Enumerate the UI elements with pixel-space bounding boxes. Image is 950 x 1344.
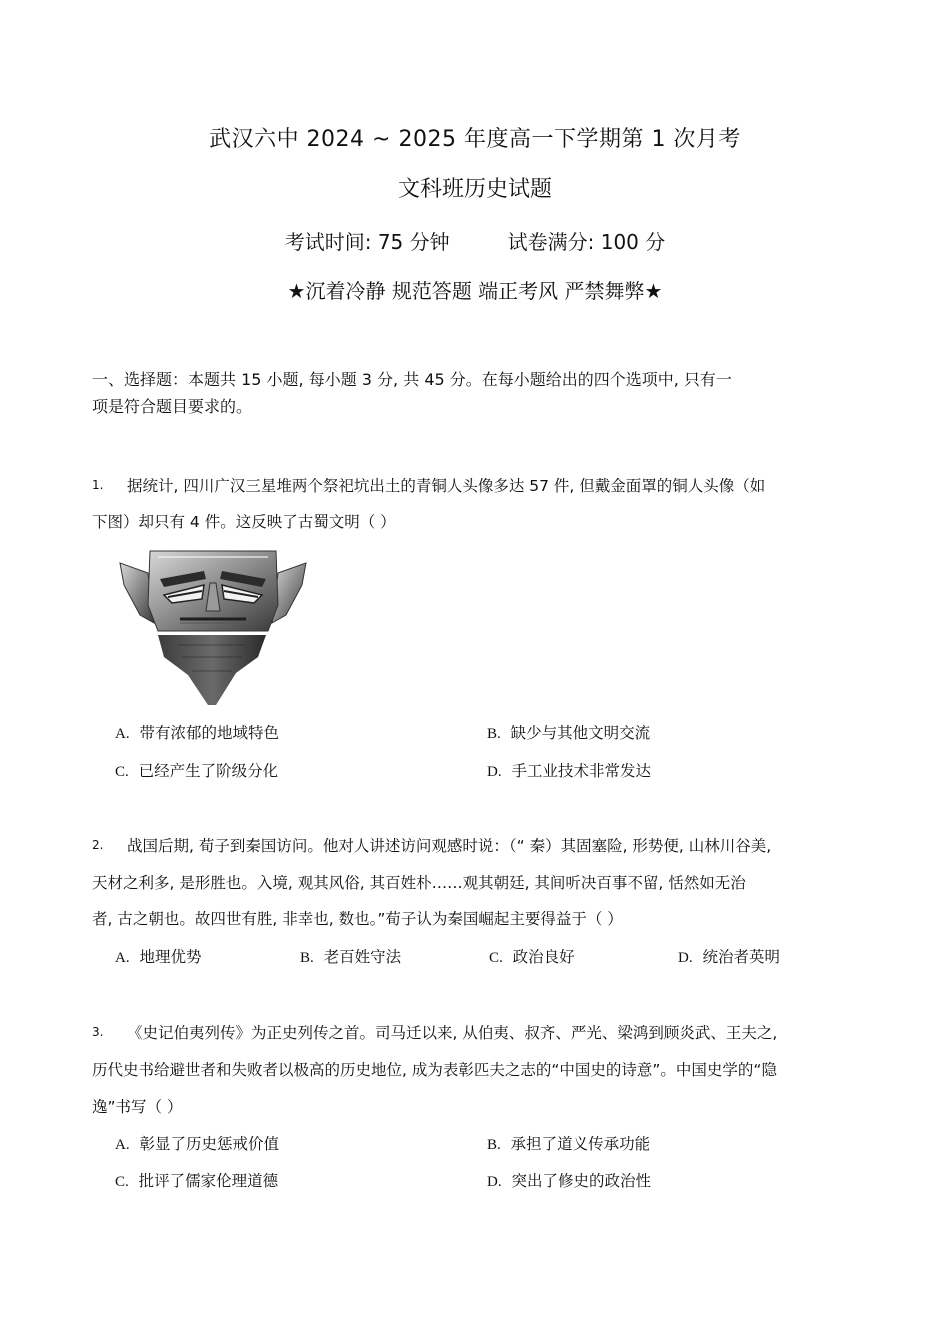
option-text: 地理优势 — [139, 948, 202, 966]
question-3-option-a[interactable] — [115, 1132, 279, 1154]
section-intro-line-1: 一、选择题：本题共 15 小题, 每小题 3 分, 共 45 分。在每小题给出的四个选项中, 只有一 — [92, 370, 732, 389]
option-text: 承担了道义传承功能 — [510, 1135, 651, 1153]
question-3-option-d[interactable] — [487, 1169, 651, 1191]
option-letter: D. — [487, 1174, 502, 1190]
question-2-option-b[interactable] — [300, 945, 401, 967]
option-letter: C. — [115, 1174, 129, 1190]
question-2-stem-line-2: 天材之利多, 是形胜也。入境, 观其风俗, 其百姓朴……观其朝廷, 其间听决百事不留, 恬然如无治 — [92, 874, 746, 892]
question-1-stem-line-1: 据统计, 四川广汉三星堆两个祭祀坑出土的青铜人头像多达 57 件, 但戴金面罩的铜人头像（如 — [127, 477, 766, 495]
question-1-number: 1. — [92, 478, 104, 492]
question-3-option-b[interactable] — [487, 1132, 650, 1154]
option-letter: C. — [489, 950, 503, 966]
question-3-stem-line-1: 《史记伯夷列传》为正史列传之首。司马迁以来, 从伯夷、叔齐、严光、梁鸿到顾炎武、王夫之, — [127, 1024, 778, 1042]
exam-subtitle: 文科班历史试题 — [397, 177, 552, 202]
question-1-option-d[interactable] — [487, 759, 651, 781]
section-intro-line-2: 项是符合题目要求的。 — [92, 397, 253, 416]
option-text: 已经产生了阶级分化 — [138, 762, 279, 780]
option-text: 批评了儒家伦理道德 — [138, 1172, 279, 1190]
option-text: 突出了修史的政治性 — [511, 1172, 651, 1190]
option-text: 统治者英明 — [702, 948, 780, 966]
option-letter: A. — [115, 950, 130, 966]
option-text: 带有浓郁的地域特色 — [139, 724, 279, 742]
option-text: 手工业技术非常发达 — [511, 762, 651, 780]
question-1-option-c[interactable] — [115, 759, 278, 781]
option-letter: C. — [115, 764, 129, 780]
option-letter: D. — [487, 764, 502, 780]
option-letter: B. — [487, 1137, 501, 1153]
question-2-option-c[interactable] — [489, 945, 575, 967]
question-1-option-a[interactable] — [115, 721, 279, 743]
option-text: 老百姓守法 — [323, 948, 402, 966]
exam-motto: ★沉着冷静 规范答题 端正考风 严禁舞弊★ — [287, 279, 663, 303]
option-letter: A. — [115, 726, 130, 742]
question-3-stem-line-3: 逸”书写（ ） — [92, 1098, 183, 1116]
question-3-number: 3. — [92, 1025, 104, 1039]
exam-info — [0, 226, 950, 255]
option-text: 缺少与其他文明交流 — [510, 724, 651, 742]
question-2-number: 2. — [92, 838, 104, 852]
exam-title: 武汉六中 2024 ~ 2025 年度高一下学期第 1 次月考 — [209, 127, 741, 152]
option-text: 政治良好 — [512, 948, 575, 966]
bronze-gold-mask-icon — [118, 545, 308, 707]
question-2-option-a[interactable] — [115, 945, 201, 967]
option-letter: B. — [300, 950, 314, 966]
option-letter: A. — [115, 1137, 130, 1153]
question-2-option-d[interactable] — [678, 945, 780, 967]
question-2-stem-line-1: 战国后期, 荀子到秦国访问。他对人讲述访问观感时说：（“ 秦）其固塞险, 形势便, 山林川谷美, — [127, 837, 772, 855]
full-score: 试卷满分: 100 分 — [507, 230, 666, 254]
option-letter: D. — [678, 950, 693, 966]
option-text: 彰显了历史惩戒价值 — [139, 1135, 279, 1153]
option-letter: B. — [487, 726, 501, 742]
question-2-stem-line-3: 者, 古之朝也。故四世有胜, 非幸也, 数也。”荀子认为秦国崛起主要得益于（ ） — [92, 910, 623, 928]
question-3-stem-line-2: 历代史书给避世者和失败者以极高的历史地位, 成为表彰匹夫之志的“中国史的诗意”。中国史学的“隐 — [92, 1061, 777, 1079]
question-1-option-b[interactable] — [487, 721, 650, 743]
question-1-stem-line-2: 下图）却只有 4 件。这反映了古蜀文明（ ） — [92, 513, 396, 531]
bronze-mask-figure — [118, 545, 308, 707]
question-3-option-c[interactable] — [115, 1169, 278, 1191]
exam-time: 考试时间: 75 分钟 — [284, 230, 450, 254]
